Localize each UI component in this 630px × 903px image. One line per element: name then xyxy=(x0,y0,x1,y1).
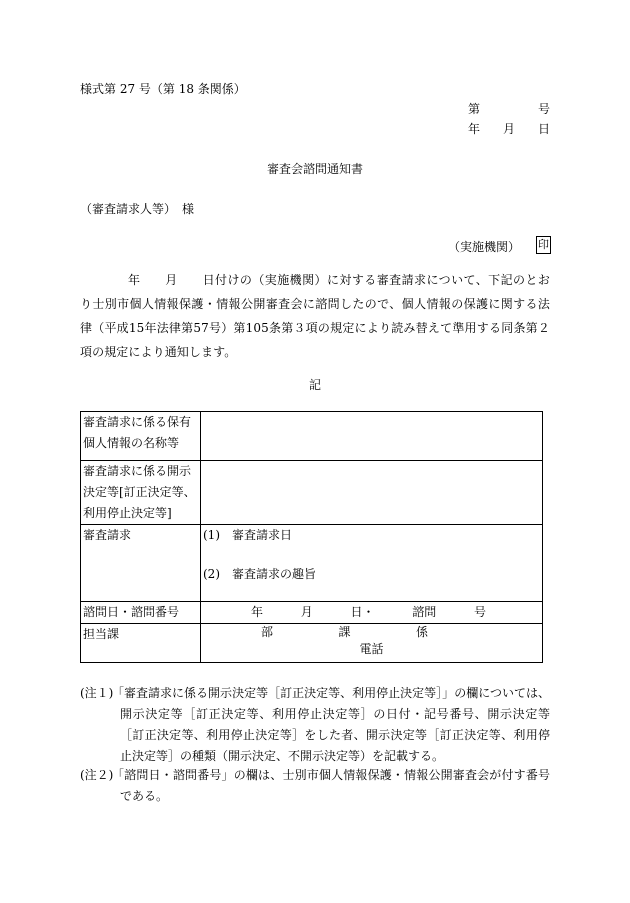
inquiry-year: 年 xyxy=(251,605,264,619)
issue-number-prefix: 第 xyxy=(468,102,481,116)
notice-body: 年 月 日付けの（実施機関）に対する審査請求について、下記のとおり士別市個人情報保護・情報公開審査会に諮問したので、個人情報の保護に関する法律（平成15年法律第57号）第105条第３項の規定により読み替えて準用する同条第２項の規定により通知します。 xyxy=(80,273,550,359)
label-disclosure-decision: 審査請求に係る開示決定等[訂正決定等、利用停止決定等] xyxy=(81,461,201,525)
issue-number xyxy=(468,100,550,117)
ki-heading: 記 xyxy=(308,378,321,392)
note-1-label: (注１) xyxy=(80,686,114,700)
table-row xyxy=(81,624,543,663)
seal-mark: 印 xyxy=(536,236,551,254)
review-request-purpose: (2) 審査請求の趣旨 xyxy=(203,567,316,581)
inquiry-label: 諮問 xyxy=(412,605,437,619)
document-title: 審査会諮問通知書 xyxy=(266,162,363,176)
value-review-request xyxy=(201,525,543,602)
telephone: 電話 xyxy=(359,642,384,656)
issue-date xyxy=(468,120,550,137)
label-responsible-section: 担当課 xyxy=(81,624,201,663)
value-inquiry-date-number xyxy=(201,602,543,624)
label-review-request: 審査請求 xyxy=(81,525,201,602)
issue-date-day: 日 xyxy=(537,122,550,136)
inquiry-table xyxy=(80,411,543,663)
value-personal-info-name xyxy=(201,412,543,461)
note-1-text: 「審査請求に係る開示決定等［訂正決定等、利用停止決定等］」の欄については、開示決定等［訂正決定等、利用停止決定等］の日付・記号番号、開示決定等［訂正決定等、利用停止決定等］をした者、開示決定等［訂正決定等、利用停止決定等］の種類（開示決定、不開示決定等）を記載する。 xyxy=(112,686,550,763)
table-row xyxy=(81,525,543,602)
table-row xyxy=(81,412,543,461)
inquiry-day: 日・ xyxy=(350,605,375,619)
note-2 xyxy=(80,765,550,807)
department: 部 xyxy=(261,625,274,639)
value-responsible-section xyxy=(201,624,543,663)
form-number: 様式第 27 号（第 18 条関係） xyxy=(80,82,246,96)
implementing-agency: （実施機関） xyxy=(448,240,521,254)
label-inquiry-date-number: 諮問日・諮問番号 xyxy=(81,602,201,624)
section: 課 xyxy=(338,625,351,639)
inquiry-number: 号 xyxy=(473,605,486,619)
label-personal-info-name: 審査請求に係る保有個人情報の名称等 xyxy=(81,412,201,461)
note-2-label: (注２) xyxy=(80,768,114,782)
table-row xyxy=(81,602,543,624)
addressee: （審査請求人等） 様 xyxy=(80,202,195,216)
issue-number-suffix: 号 xyxy=(537,102,550,116)
issue-date-year: 年 xyxy=(468,122,481,136)
value-disclosure-decision xyxy=(201,461,543,525)
note-1 xyxy=(80,683,550,767)
table-row xyxy=(81,461,543,525)
inquiry-month: 月 xyxy=(300,605,313,619)
note-2-text: 「諮問日・諮問番号」の欄は、士別市個人情報保護・情報公開審査会が付す番号である。 xyxy=(112,768,550,803)
subsection: 係 xyxy=(415,625,428,639)
issue-date-month: 月 xyxy=(502,122,515,136)
review-request-date: (1) 審査請求日 xyxy=(203,528,292,542)
